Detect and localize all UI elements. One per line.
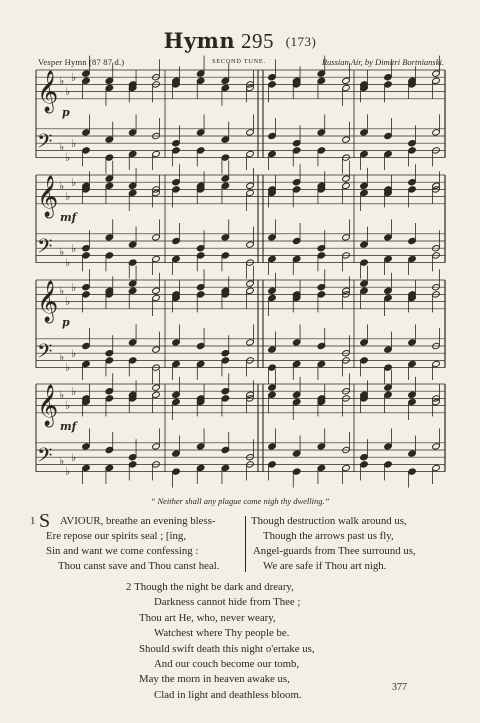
note-head	[292, 360, 301, 367]
verse-2-number: 2	[126, 581, 132, 593]
flat-sign: ♭	[59, 179, 65, 193]
verse-2-line-8: Clad in light and deathless bloom.	[154, 688, 302, 701]
note-head	[384, 391, 393, 398]
hymn-number: 295	[240, 29, 274, 53]
treble-clef: 𝄞	[37, 280, 59, 322]
flat-sign: ♭	[65, 399, 71, 413]
note-head	[152, 150, 161, 157]
note-head	[221, 350, 230, 357]
note-head	[105, 84, 114, 91]
note-head	[268, 132, 277, 139]
flat-sign: ♭	[59, 454, 65, 468]
note-head	[128, 339, 137, 346]
note-head	[152, 255, 161, 262]
note-head	[384, 132, 393, 139]
note-head	[360, 189, 369, 196]
note-head	[292, 147, 301, 154]
note-head	[82, 147, 91, 154]
note-head	[152, 384, 161, 391]
note-head	[172, 468, 181, 475]
note-head	[408, 450, 417, 457]
note-head	[152, 443, 161, 450]
note-head	[268, 346, 277, 353]
note-head	[317, 464, 326, 471]
note-head	[221, 154, 230, 161]
note-head	[317, 443, 326, 450]
second-tune-label: SECOND TUNE.	[212, 58, 266, 65]
note-head	[317, 129, 326, 136]
note-head	[268, 391, 277, 398]
note-head	[128, 189, 137, 196]
note-head	[268, 287, 277, 294]
note-head	[221, 234, 230, 241]
note-head	[384, 364, 393, 371]
note-head	[82, 245, 91, 252]
note-head	[246, 339, 255, 346]
flat-sign: ♭	[59, 284, 65, 298]
note-head	[82, 284, 91, 291]
verse-2-line-3: Thou art He, who, never weary,	[139, 611, 276, 624]
column-divider	[245, 516, 246, 572]
flat-sign: ♭	[59, 245, 65, 259]
note-head	[196, 129, 205, 136]
note-head	[384, 384, 393, 391]
note-head	[221, 77, 230, 84]
bass-clef: 𝄢	[37, 129, 53, 158]
note-head	[221, 357, 230, 364]
note-head	[221, 395, 230, 402]
note-head	[196, 70, 205, 77]
note-head	[384, 234, 393, 241]
note-head	[105, 357, 114, 364]
note-head	[432, 129, 441, 136]
note-head	[268, 234, 277, 241]
note-head	[196, 464, 205, 471]
flat-sign: ♭	[59, 74, 65, 88]
note-head	[128, 287, 137, 294]
note-head	[360, 182, 369, 189]
note-head	[172, 147, 181, 154]
flat-sign: ♭	[65, 85, 71, 99]
note-head	[196, 77, 205, 84]
note-head	[246, 280, 255, 287]
note-head	[105, 182, 114, 189]
note-head	[317, 245, 326, 252]
note-head	[432, 443, 441, 450]
note-head	[317, 291, 326, 298]
verse-2-line-6: And our couch become our tomb,	[154, 658, 300, 671]
flat-sign: ♭	[71, 384, 77, 398]
flat-sign: ♭	[65, 465, 71, 479]
note-head	[246, 150, 255, 157]
note-head	[82, 342, 91, 349]
note-head	[246, 189, 255, 196]
note-head	[292, 255, 301, 262]
note-head	[342, 464, 351, 471]
note-head	[105, 77, 114, 84]
note-head	[128, 259, 137, 266]
note-head	[172, 450, 181, 457]
dynamic-marking: mf	[60, 210, 77, 224]
note-head	[360, 357, 369, 364]
note-head	[408, 179, 417, 186]
note-head	[342, 77, 351, 84]
flat-sign: ♭	[71, 450, 77, 464]
flat-sign: ♭	[71, 280, 77, 294]
note-head	[172, 339, 181, 346]
flat-sign: ♭	[59, 388, 65, 402]
note-head	[292, 237, 301, 244]
page-number: 377	[392, 682, 407, 693]
note-head	[408, 468, 417, 475]
note-head	[384, 74, 393, 81]
note-head	[408, 391, 417, 398]
note-head	[152, 294, 161, 301]
note-head	[268, 150, 277, 157]
verse-1-line-5: Though destruction walk around us,	[251, 515, 407, 527]
verse-2	[0, 580, 480, 703]
verse-1-line-4: Thou canst save and Thou canst heal.	[58, 560, 220, 572]
note-head	[172, 140, 181, 147]
note-head	[82, 129, 91, 136]
flat-sign: ♭	[71, 175, 77, 189]
note-head	[317, 77, 326, 84]
note-head	[384, 443, 393, 450]
note-head	[432, 77, 441, 84]
composer-attribution: Russian Air, by Dimitri Bortnianski.	[321, 57, 444, 67]
flat-sign: ♭	[71, 70, 77, 84]
note-head	[152, 391, 161, 398]
note-head	[105, 154, 114, 161]
note-head	[408, 237, 417, 244]
verse-2-line-1: 2 Though the night be dark and dreary,	[126, 581, 294, 593]
note-head	[128, 241, 137, 248]
note-head	[82, 443, 91, 450]
note-head	[292, 140, 301, 147]
note-head	[152, 287, 161, 294]
bass-clef: 𝄢	[37, 443, 53, 472]
note-head	[221, 388, 230, 395]
note-head	[268, 255, 277, 262]
treble-clef: 𝄞	[37, 70, 59, 112]
note-head	[317, 70, 326, 77]
verse-1-line-8: We are safe if Thou art nigh.	[263, 560, 387, 572]
flat-sign: ♭	[71, 241, 77, 255]
note-head	[360, 241, 369, 248]
verse-1-line-6: Though the arrows past us fly,	[263, 530, 394, 542]
note-head	[408, 186, 417, 193]
note-head	[82, 291, 91, 298]
drop-cap: S	[39, 510, 51, 532]
verse-1-line-1: AVIOUR, breathe an evening bless-	[60, 515, 216, 527]
note-head	[317, 342, 326, 349]
note-head	[408, 140, 417, 147]
note-head	[221, 252, 230, 259]
note-head	[268, 443, 277, 450]
note-head	[105, 446, 114, 453]
note-head	[105, 395, 114, 402]
scripture-motto: “ Neither shall any plague come nigh thy dwelling.”	[150, 496, 330, 506]
note-head	[360, 259, 369, 266]
note-head	[196, 245, 205, 252]
note-head	[128, 357, 137, 364]
treble-clef: 𝄞	[37, 175, 59, 217]
note-head	[246, 241, 255, 248]
note-head	[172, 186, 181, 193]
note-head	[196, 342, 205, 349]
flat-sign: ♭	[65, 190, 71, 204]
note-head	[82, 464, 91, 471]
note-head	[105, 234, 114, 241]
note-head	[268, 74, 277, 81]
note-head	[360, 454, 369, 461]
note-head	[128, 454, 137, 461]
note-head	[82, 252, 91, 259]
note-head	[384, 81, 393, 88]
note-head	[128, 280, 137, 287]
verse-2-line-7: May the morn in heaven awake us,	[139, 673, 290, 686]
note-head	[384, 346, 393, 353]
note-head	[105, 175, 114, 182]
note-head	[268, 461, 277, 468]
hymn-title-word: Hymn	[163, 28, 236, 53]
verse-2-line-5: Should swift death this night o'ertake us,	[139, 642, 315, 655]
note-head	[432, 70, 441, 77]
flat-sign: ♭	[59, 140, 65, 154]
note-head	[105, 252, 114, 259]
flat-sign: ♭	[71, 136, 77, 150]
note-head	[360, 129, 369, 136]
note-head	[128, 182, 137, 189]
alt-hymn-number: (173)	[285, 34, 317, 49]
note-head	[342, 182, 351, 189]
note-head	[172, 360, 181, 367]
note-head	[196, 443, 205, 450]
note-head	[105, 350, 114, 357]
note-head	[82, 70, 91, 77]
note-head	[342, 136, 351, 143]
verse-2-line-2: Darkness cannot hide from Thee ;	[154, 596, 301, 609]
bass-clef: 𝄢	[37, 339, 53, 368]
note-head	[221, 136, 230, 143]
note-head	[432, 464, 441, 471]
note-head	[152, 346, 161, 353]
note-head	[317, 147, 326, 154]
note-head	[152, 234, 161, 241]
note-head	[292, 450, 301, 457]
flat-sign: ♭	[65, 151, 71, 165]
note-head	[268, 384, 277, 391]
note-head	[221, 84, 230, 91]
note-head	[82, 360, 91, 367]
note-head	[342, 84, 351, 91]
note-head	[246, 129, 255, 136]
note-head	[360, 287, 369, 294]
note-head	[292, 339, 301, 346]
note-head	[196, 360, 205, 367]
note-head	[128, 129, 137, 136]
note-head	[196, 284, 205, 291]
flat-sign: ♭	[59, 350, 65, 364]
note-head	[221, 182, 230, 189]
note-head	[360, 280, 369, 287]
note-head	[128, 461, 137, 468]
note-head	[221, 175, 230, 182]
note-head	[246, 287, 255, 294]
note-head	[172, 255, 181, 262]
note-head	[128, 150, 137, 157]
flat-sign: ♭	[71, 346, 77, 360]
flat-sign: ♭	[65, 295, 71, 309]
note-head	[384, 150, 393, 157]
note-head	[196, 147, 205, 154]
note-head	[432, 360, 441, 367]
verse-1-right-column	[251, 514, 416, 574]
note-head	[408, 147, 417, 154]
note-head	[105, 388, 114, 395]
note-head	[221, 446, 230, 453]
note-head	[317, 284, 326, 291]
note-head	[268, 364, 277, 371]
note-head	[172, 398, 181, 405]
note-head	[105, 464, 114, 471]
note-head	[384, 294, 393, 301]
note-head	[384, 287, 393, 294]
note-head	[408, 360, 417, 367]
note-head	[221, 464, 230, 471]
note-head	[384, 255, 393, 262]
note-head	[172, 179, 181, 186]
note-head	[292, 398, 301, 405]
note-head	[246, 182, 255, 189]
note-head	[292, 179, 301, 186]
dynamic-marking: mf	[60, 419, 77, 433]
note-head	[105, 136, 114, 143]
note-head	[408, 339, 417, 346]
note-head	[196, 291, 205, 298]
note-head	[292, 468, 301, 475]
treble-clef: 𝄞	[37, 384, 59, 426]
bass-clef: 𝄢	[37, 234, 53, 263]
note-head	[342, 175, 351, 182]
note-head	[342, 234, 351, 241]
note-head	[384, 461, 393, 468]
flat-sign: ♭	[65, 256, 71, 270]
verse-2-line-4: Watchest where Thy people be.	[154, 627, 290, 640]
dynamic-marking: p	[62, 315, 70, 329]
flat-sign: ♭	[65, 361, 71, 375]
verse-1-line-7: Angel-guards from Thee surround us,	[253, 545, 416, 557]
verse-1-line-2: Ere repose our spirits seal ; [ing,	[46, 530, 187, 542]
tune-name: Vesper Hymn (87 87 d.)	[38, 57, 125, 67]
dynamic-marking: p	[62, 105, 70, 119]
note-head	[172, 237, 181, 244]
note-head	[360, 339, 369, 346]
note-head	[292, 391, 301, 398]
note-head	[292, 186, 301, 193]
note-head	[268, 294, 277, 301]
note-head	[172, 391, 181, 398]
note-head	[82, 77, 91, 84]
verse-1-line-3: Sin and want we come confessing :	[46, 545, 199, 557]
verse-1-number: 1	[30, 515, 36, 527]
note-head	[317, 360, 326, 367]
note-head	[196, 252, 205, 259]
note-head	[408, 398, 417, 405]
note-head	[360, 150, 369, 157]
note-head	[408, 255, 417, 262]
note-head	[360, 461, 369, 468]
note-head	[317, 252, 326, 259]
note-head	[268, 81, 277, 88]
